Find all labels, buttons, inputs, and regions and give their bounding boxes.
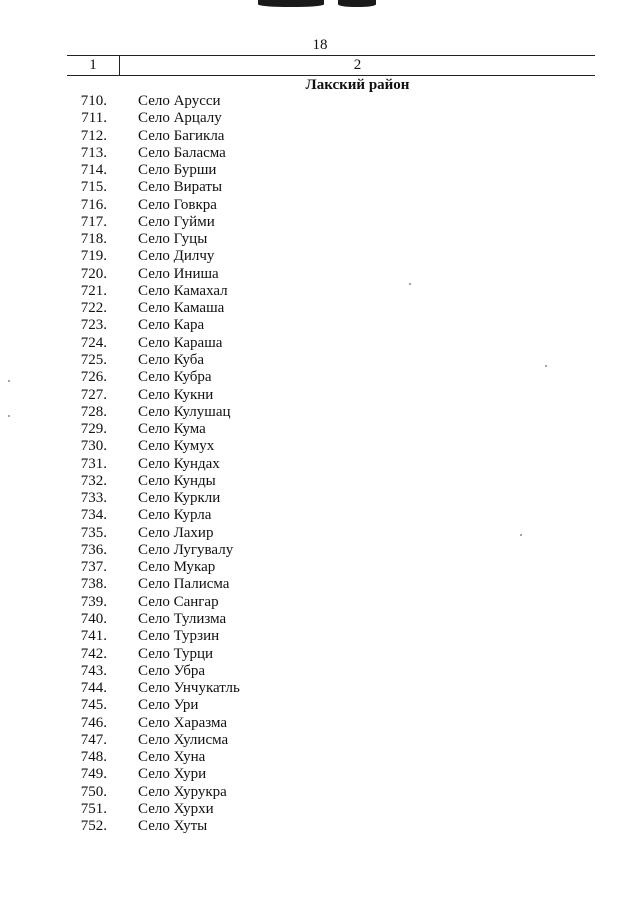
- settlement-list: [0, 93, 640, 835]
- list-item: [0, 231, 640, 248]
- list-item: [0, 456, 640, 473]
- list-item: [0, 110, 640, 127]
- item-number: 712.: [80, 127, 107, 144]
- list-item: [0, 801, 640, 818]
- item-name: Село Тулизма: [138, 610, 227, 627]
- scan-artifact: [338, 0, 376, 7]
- item-number: 748.: [80, 749, 107, 766]
- list-item: [0, 300, 640, 317]
- list-item: [0, 784, 640, 801]
- item-number: 741.: [80, 628, 107, 645]
- scan-speck: [545, 365, 547, 367]
- item-name: Село Кубра: [138, 369, 212, 386]
- item-name: Село Кара: [138, 317, 205, 334]
- item-number: 747.: [80, 731, 107, 748]
- item-name: Село Баласма: [138, 144, 226, 161]
- item-number: 711.: [81, 110, 107, 127]
- item-number: 720.: [80, 265, 107, 282]
- item-number: 722.: [80, 300, 107, 317]
- table-header: [67, 55, 595, 76]
- item-name: Село Куба: [138, 351, 205, 368]
- item-number: 734.: [80, 507, 107, 524]
- item-number: 743.: [80, 662, 107, 679]
- item-name: Село Куркли: [138, 490, 221, 507]
- item-name: Село Вираты: [138, 179, 223, 196]
- item-number: 752.: [80, 818, 107, 835]
- list-item: [0, 335, 640, 352]
- item-name: Село Хуна: [138, 749, 206, 766]
- list-item: [0, 576, 640, 593]
- item-name: Село Кумух: [138, 438, 215, 455]
- item-number: 726.: [80, 369, 107, 386]
- item-name: Село Мукар: [138, 559, 216, 576]
- item-name: Село Ури: [138, 697, 199, 714]
- list-item: [0, 266, 640, 283]
- scan-speck: [520, 534, 522, 536]
- item-name: Село Арцалу: [138, 110, 222, 127]
- list-item: [0, 507, 640, 524]
- item-name: Село Харазма: [138, 714, 227, 731]
- item-name: Село Караша: [138, 334, 223, 351]
- item-name: Село Хуты: [138, 818, 208, 835]
- item-number: 719.: [80, 248, 107, 265]
- item-number: 710.: [80, 93, 107, 109]
- list-item: [0, 525, 640, 542]
- item-name: Село Дилчу: [138, 248, 215, 265]
- item-number: 723.: [80, 317, 107, 334]
- list-item: [0, 369, 640, 386]
- item-number: 728.: [80, 403, 107, 420]
- item-number: 729.: [80, 421, 107, 438]
- item-name: Село Убра: [138, 662, 206, 679]
- item-name: Село Сангар: [138, 593, 219, 610]
- page-number: 18: [312, 37, 328, 53]
- item-name: Село Иниша: [138, 265, 219, 282]
- item-name: Село Камахал: [138, 282, 228, 299]
- column-header-number: 1: [67, 56, 120, 75]
- item-number: 745.: [80, 697, 107, 714]
- list-item: [0, 162, 640, 179]
- item-number: 714.: [80, 162, 107, 179]
- item-number: 739.: [80, 593, 107, 610]
- item-name: Село Гуцы: [138, 231, 208, 248]
- list-item: [0, 93, 640, 110]
- item-name: Село Курла: [138, 507, 212, 524]
- item-number: 746.: [80, 714, 107, 731]
- item-number: 721.: [80, 282, 107, 299]
- item-number: 727.: [80, 386, 107, 403]
- list-item: [0, 128, 640, 145]
- list-item: [0, 749, 640, 766]
- item-number: 735.: [80, 524, 107, 541]
- item-number: 736.: [80, 541, 107, 558]
- list-item: [0, 317, 640, 334]
- item-name: Село Кулушац: [138, 403, 231, 420]
- item-name: Село Кукни: [138, 386, 214, 403]
- item-number: 716.: [80, 196, 107, 213]
- item-name: Село Арусси: [138, 93, 221, 109]
- item-name: Село Бурши: [138, 162, 217, 179]
- item-number: 733.: [80, 490, 107, 507]
- list-item: [0, 421, 640, 438]
- list-item: [0, 559, 640, 576]
- list-item: [0, 438, 640, 455]
- list-item: [0, 628, 640, 645]
- list-item: [0, 473, 640, 490]
- item-number: 715.: [80, 179, 107, 196]
- list-item: [0, 594, 640, 611]
- item-name: Село Турци: [138, 645, 214, 662]
- item-name: Село Кунды: [138, 472, 216, 489]
- list-item: [0, 818, 640, 835]
- item-number: 740.: [80, 610, 107, 627]
- item-number: 713.: [80, 144, 107, 161]
- list-item: [0, 542, 640, 559]
- scan-speck: [409, 283, 411, 285]
- list-item: [0, 490, 640, 507]
- item-name: Село Кума: [138, 421, 206, 438]
- item-number: 731.: [80, 455, 107, 472]
- item-name: Село Хурхи: [138, 800, 214, 817]
- item-number: 738.: [80, 576, 107, 593]
- list-item: [0, 214, 640, 231]
- list-item: [0, 179, 640, 196]
- item-number: 730.: [80, 438, 107, 455]
- list-item: [0, 611, 640, 628]
- list-item: [0, 766, 640, 783]
- item-name: Село Хурукра: [138, 783, 227, 800]
- list-item: [0, 697, 640, 714]
- list-item: [0, 715, 640, 732]
- list-item: [0, 404, 640, 421]
- item-name: Село Лахир: [138, 524, 214, 541]
- item-name: Село Хулисма: [138, 731, 229, 748]
- item-name: Село Камаша: [138, 300, 225, 317]
- item-number: 744.: [80, 680, 107, 697]
- list-item: [0, 352, 640, 369]
- list-item: [0, 680, 640, 697]
- scan-artifact: [258, 0, 324, 7]
- item-name: Село Палисма: [138, 576, 230, 593]
- item-number: 718.: [80, 231, 107, 248]
- item-number: 724.: [80, 334, 107, 351]
- item-name: Село Багикла: [138, 127, 225, 144]
- item-number: 737.: [80, 559, 107, 576]
- item-number: 717.: [80, 213, 107, 230]
- item-name: Село Гуйми: [138, 213, 215, 230]
- scan-speck: [8, 380, 10, 382]
- item-number: 750.: [80, 783, 107, 800]
- section-title: Лакский район: [305, 77, 410, 93]
- item-name: Село Кундах: [138, 455, 220, 472]
- item-name: Село Хури: [138, 766, 207, 783]
- scan-speck: [8, 415, 10, 417]
- list-item: [0, 248, 640, 265]
- list-item: [0, 197, 640, 214]
- item-number: 751.: [80, 800, 107, 817]
- list-item: [0, 646, 640, 663]
- item-number: 725.: [80, 351, 107, 368]
- list-item: [0, 732, 640, 749]
- list-item: [0, 387, 640, 404]
- column-header-name: 2: [353, 57, 362, 73]
- item-number: 732.: [80, 472, 107, 489]
- item-name: Село Унчукатль: [138, 680, 240, 697]
- item-number: 749.: [80, 766, 107, 783]
- list-item: [0, 145, 640, 162]
- list-item: [0, 283, 640, 300]
- item-name: Село Говкра: [138, 196, 217, 213]
- item-name: Село Турзин: [138, 628, 220, 645]
- list-item: [0, 663, 640, 680]
- item-name: Село Лугувалу: [138, 541, 234, 558]
- item-number: 742.: [80, 645, 107, 662]
